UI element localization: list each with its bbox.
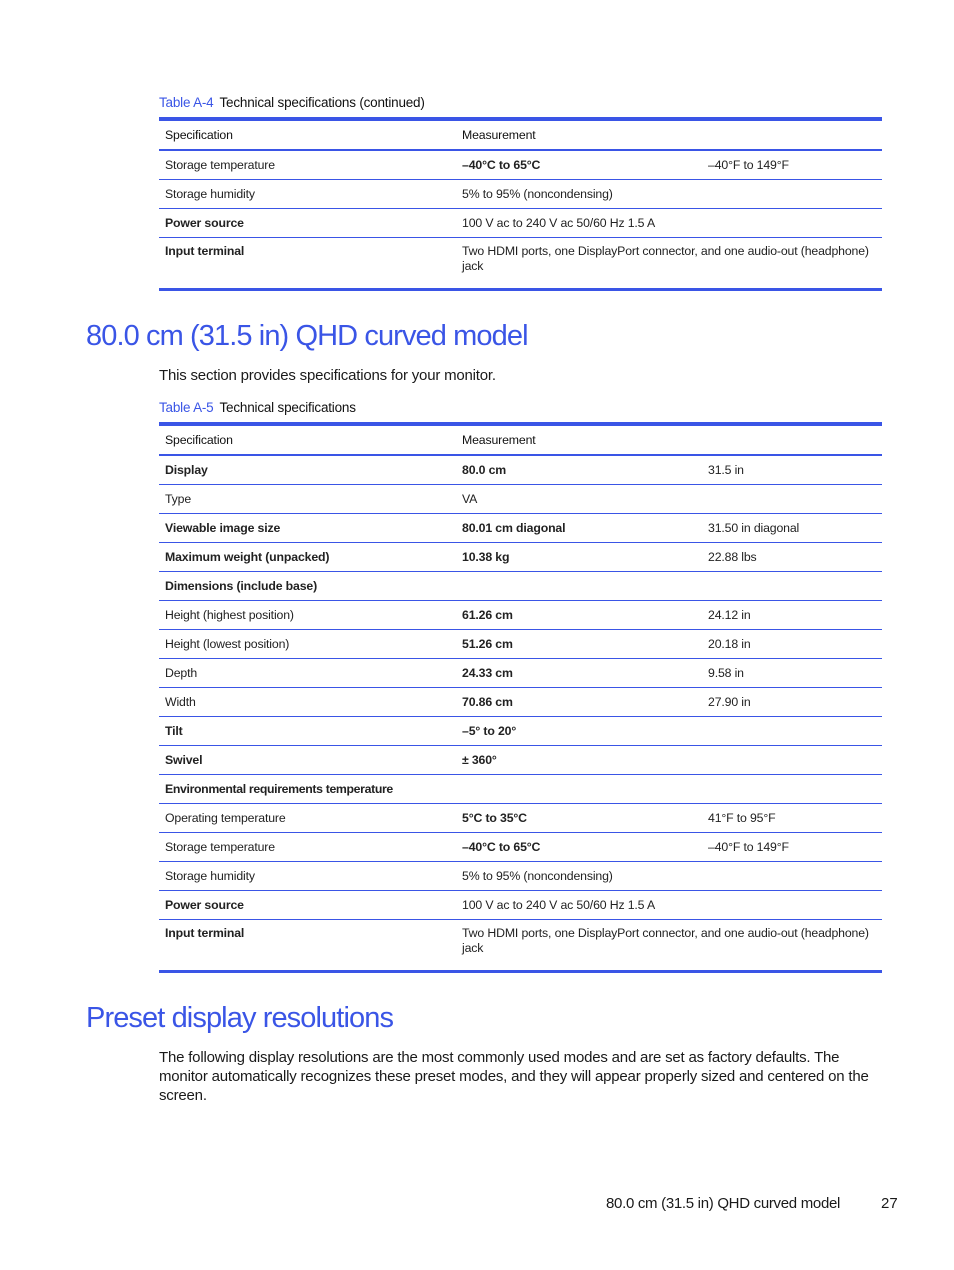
table-row bbox=[159, 209, 882, 238]
metric-cell: 80.01 cm diagonal bbox=[455, 514, 701, 543]
table-a5-title: Technical specifications bbox=[219, 400, 356, 415]
section-body: The following display resolutions are the most commonly used modes and are set as factory defaults. The monitor automatically recognizes these preset modes, and they will appear properly sized and centered on the screen. bbox=[159, 1049, 869, 1104]
metric-cell: 100 V ac to 240 V ac 50/60 Hz 1.5 A bbox=[455, 209, 882, 238]
table-row bbox=[159, 804, 882, 833]
table-row bbox=[159, 862, 882, 891]
table-row bbox=[159, 514, 882, 543]
spec-cell: Storage temperature bbox=[159, 150, 455, 180]
spec-cell: Display bbox=[159, 455, 455, 485]
metric-cell: Two HDMI ports, one DisplayPort connector, and one audio-out (headphone) jack bbox=[455, 238, 882, 290]
section-heading-preset-resolutions: Preset display resolutions bbox=[86, 1002, 394, 1034]
metric-cell: 5% to 95% (noncondensing) bbox=[455, 862, 882, 891]
table-a4-title: Technical specifications (continued) bbox=[219, 95, 425, 110]
table-header-row bbox=[159, 119, 882, 150]
header-measurement: Measurement bbox=[455, 424, 882, 455]
table-row bbox=[159, 775, 882, 804]
section-intro: This section provides specifications for your monitor. bbox=[159, 367, 496, 384]
table-row bbox=[159, 238, 882, 290]
spec-cell: Maximum weight (unpacked) bbox=[159, 543, 455, 572]
header-measurement: Measurement bbox=[455, 119, 882, 150]
metric-cell: Two HDMI ports, one DisplayPort connector, and one audio-out (headphone) jack bbox=[455, 920, 882, 972]
table-row bbox=[159, 717, 882, 746]
imperial-cell: 31.50 in diagonal bbox=[701, 514, 882, 543]
metric-cell: 10.38 kg bbox=[455, 543, 701, 572]
table-row bbox=[159, 572, 882, 601]
spec-cell: Input terminal bbox=[159, 920, 455, 972]
metric-cell: –5° to 20° bbox=[455, 717, 882, 746]
table-row bbox=[159, 920, 882, 972]
spec-cell: Height (highest position) bbox=[159, 601, 455, 630]
header-specification: Specification bbox=[159, 119, 455, 150]
metric-cell: VA bbox=[455, 485, 882, 514]
imperial-cell: 20.18 in bbox=[701, 630, 882, 659]
table-a5-number: Table A-5 bbox=[159, 400, 214, 415]
spec-cell: Type bbox=[159, 485, 455, 514]
imperial-cell: –40°F to 149°F bbox=[701, 833, 882, 862]
table-row bbox=[159, 180, 882, 209]
spec-cell: Power source bbox=[159, 209, 455, 238]
table-row bbox=[159, 150, 882, 180]
metric-cell: 5°C to 35°C bbox=[455, 804, 701, 833]
metric-cell: 80.0 cm bbox=[455, 455, 701, 485]
imperial-cell: 9.58 in bbox=[701, 659, 882, 688]
table-a5-caption bbox=[159, 400, 356, 415]
metric-cell: 100 V ac to 240 V ac 50/60 Hz 1.5 A bbox=[455, 891, 882, 920]
spec-cell: Depth bbox=[159, 659, 455, 688]
metric-cell: –40°C to 65°C bbox=[455, 833, 701, 862]
metric-cell: 61.26 cm bbox=[455, 601, 701, 630]
table-header-row bbox=[159, 424, 882, 455]
metric-cell: 5% to 95% (noncondensing) bbox=[455, 180, 882, 209]
table-row bbox=[159, 601, 882, 630]
table-a4 bbox=[159, 117, 882, 291]
spec-cell: Storage humidity bbox=[159, 862, 455, 891]
spec-cell: Viewable image size bbox=[159, 514, 455, 543]
table-row bbox=[159, 746, 882, 775]
header-specification: Specification bbox=[159, 424, 455, 455]
spec-cell: Width bbox=[159, 688, 455, 717]
spec-cell: Storage humidity bbox=[159, 180, 455, 209]
spec-cell: Storage temperature bbox=[159, 833, 455, 862]
spec-group-cell: Environmental requirements temperature bbox=[159, 775, 882, 804]
imperial-cell: 27.90 in bbox=[701, 688, 882, 717]
table-row bbox=[159, 455, 882, 485]
metric-cell: 24.33 cm bbox=[455, 659, 701, 688]
table-a5 bbox=[159, 422, 882, 973]
table-row bbox=[159, 659, 882, 688]
metric-cell: ± 360° bbox=[455, 746, 882, 775]
table-row bbox=[159, 630, 882, 659]
metric-cell: –40°C to 65°C bbox=[455, 150, 701, 180]
spec-cell: Tilt bbox=[159, 717, 455, 746]
metric-cell: 51.26 cm bbox=[455, 630, 701, 659]
table-row bbox=[159, 833, 882, 862]
imperial-cell: –40°F to 149°F bbox=[701, 150, 882, 180]
imperial-cell: 22.88 lbs bbox=[701, 543, 882, 572]
spec-cell: Swivel bbox=[159, 746, 455, 775]
metric-cell: 70.86 cm bbox=[455, 688, 701, 717]
table-row bbox=[159, 891, 882, 920]
spec-group-cell: Dimensions (include base) bbox=[159, 572, 882, 601]
table-row bbox=[159, 688, 882, 717]
imperial-cell: 41°F to 95°F bbox=[701, 804, 882, 833]
table-row bbox=[159, 485, 882, 514]
spec-cell: Input terminal bbox=[159, 238, 455, 290]
table-a4-caption bbox=[159, 95, 425, 110]
table-a4-number: Table A-4 bbox=[159, 95, 214, 110]
spec-cell: Power source bbox=[159, 891, 455, 920]
imperial-cell: 31.5 in bbox=[701, 455, 882, 485]
spec-cell: Height (lowest position) bbox=[159, 630, 455, 659]
spec-cell: Operating temperature bbox=[159, 804, 455, 833]
table-row bbox=[159, 543, 882, 572]
imperial-cell: 24.12 in bbox=[701, 601, 882, 630]
footer-section-title: 80.0 cm (31.5 in) QHD curved model bbox=[606, 1195, 841, 1212]
page-number: 27 bbox=[881, 1195, 898, 1212]
section-heading-qhd-curved: 80.0 cm (31.5 in) QHD curved model bbox=[86, 320, 528, 352]
